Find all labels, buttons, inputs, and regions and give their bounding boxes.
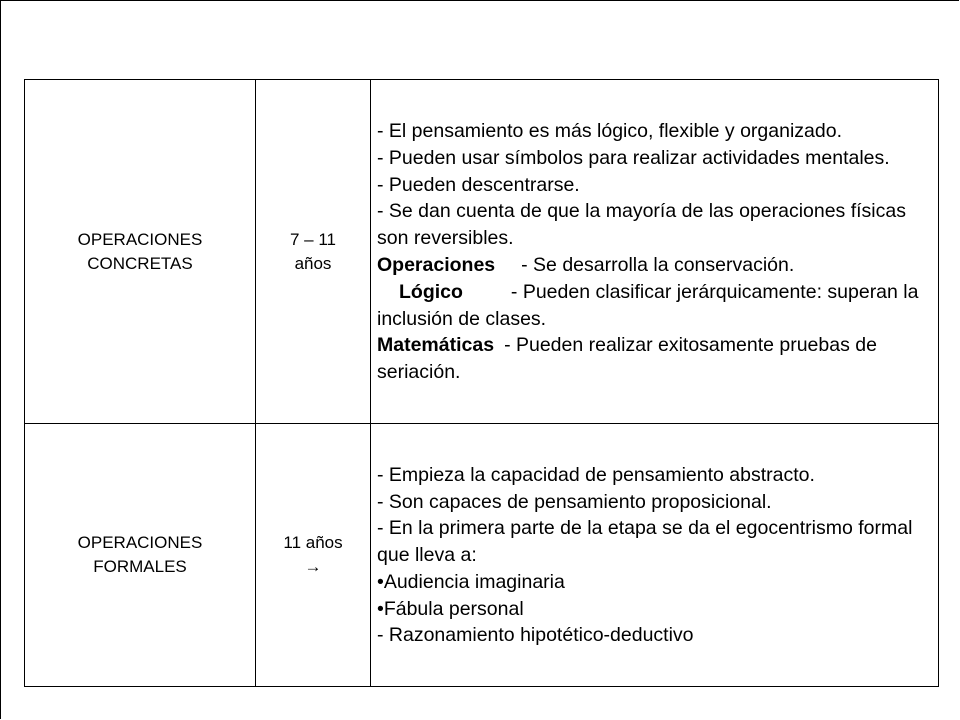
description-line: - Se dan cuenta de que la mayoría de las operaciones físicas son reversibles. — [377, 200, 906, 250]
labeled-text: - Pueden realizar exitosamente pruebas de seriación. — [377, 334, 877, 384]
description-line: - Empieza la capacidad de pensamiento abstracto. — [377, 463, 815, 486]
stage-name-cell — [25, 424, 256, 687]
stage-name-line: CONCRETAS — [87, 253, 193, 273]
bold-label: Matemáticas — [377, 334, 495, 357]
bold-label: Lógico — [399, 280, 463, 303]
stage-name-line: OPERACIONES — [77, 229, 203, 249]
table-row — [25, 80, 939, 424]
stage-name-line: OPERACIONES — [77, 533, 203, 552]
stages-table — [24, 79, 939, 687]
description-line: - El pensamiento es más lógico, flexible y organizado. — [377, 120, 842, 143]
age-range-cell — [256, 80, 371, 424]
age-range-line: 11 años — [283, 533, 343, 552]
labeled-line — [377, 252, 934, 279]
description-line: - Pueden usar símbolos para realizar actividades mentales. — [377, 146, 890, 169]
description-line: - Razonamiento hipotético-deductivo — [377, 624, 694, 647]
age-range-line: 7 – 11 — [289, 229, 336, 249]
labeled-text: - Se desarrolla la conservación. — [521, 254, 795, 276]
description-line: - En la primera parte de la etapa se da el egocentrismo formal que lleva a: — [377, 517, 913, 567]
description-cell — [371, 80, 939, 424]
labeled-text: - Pueden clasificar jerárquicamente: superan la inclusión de clases. — [377, 280, 919, 330]
age-arrow: → — [304, 557, 322, 576]
labeled-line — [377, 332, 934, 386]
stage-name-cell — [25, 80, 256, 424]
bullet-item: •Audiencia imaginaria — [377, 570, 565, 593]
bullet-item: •Fábula personal — [377, 597, 524, 620]
age-range-cell — [256, 424, 371, 687]
table-row — [25, 424, 939, 687]
age-range-line: años — [294, 253, 332, 273]
labeled-line — [377, 279, 934, 333]
stage-name-line: FORMALES — [93, 557, 187, 576]
bold-label: Operaciones — [377, 254, 496, 276]
description-line: - Pueden descentrarse. — [377, 173, 580, 196]
description-line: - Son capaces de pensamiento proposicional. — [377, 490, 772, 513]
description-cell — [371, 424, 939, 687]
